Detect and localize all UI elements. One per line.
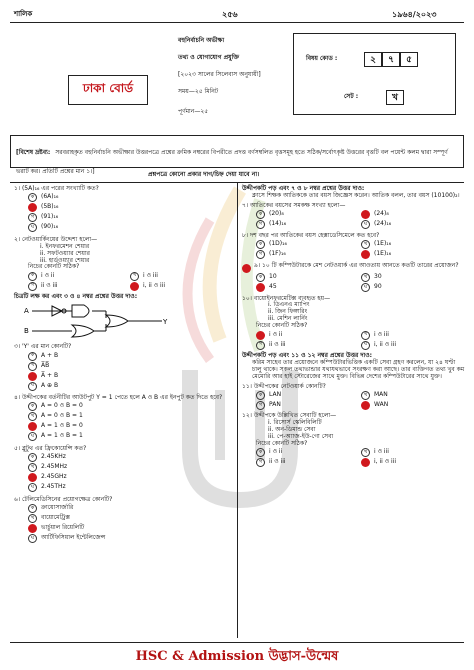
q12-option-d: i, ii ও iii [374, 458, 397, 466]
q1-option-d: (90)₁₆ [41, 223, 59, 231]
q8-option-c-key[interactable]: গ [256, 250, 265, 259]
q6-option-b-key[interactable]: খ [28, 514, 37, 523]
q10-option-d: i, ii ও iii [374, 340, 397, 348]
q7-option-d: (24)₁₆ [374, 220, 392, 228]
q11-option-d: WAN [374, 401, 389, 409]
q2-item-3: হার্ডওয়্যার শেয়ার [48, 256, 90, 264]
q9-option-a: 10 [269, 273, 277, 281]
q10-number: ১০। [242, 294, 252, 302]
q2-item-1: ইনফরমেশন শেয়ার [45, 242, 90, 250]
footer-divider [10, 642, 464, 643]
q11-option-b-key[interactable]: খ [361, 391, 370, 400]
q5-option-d-key[interactable]: ঘ [28, 483, 37, 492]
q11-option-b: MAN [374, 391, 388, 399]
q1-option-c-key[interactable]: গ [28, 213, 37, 222]
question-2 [14, 237, 232, 291]
q5-option-a: 2.45KHz [41, 453, 66, 461]
question-5 [14, 446, 232, 493]
q11-option-c: PAN [269, 401, 281, 409]
q12-item-3: পে-অ্যাজ-ইউ-গো সেবা [276, 433, 334, 441]
mcq-title: বহুনির্বাচনি অভীক্ষা [178, 37, 225, 44]
stimulus-text: চিত্রটি লক্ষ কর এবং ৩ ও ৪ নম্বর প্রশ্নের উত্তর দাও: [14, 293, 138, 301]
subject-name: তথ্য ও যোগাযোগ প্রযুক্তি [178, 54, 240, 61]
q2-option-c-key[interactable]: গ [28, 282, 37, 291]
q12-option-a: i ও ii [269, 448, 283, 456]
q3-answer-dot[interactable] [28, 372, 37, 381]
logic-circuit-diagram [22, 301, 172, 341]
q1-option-a: (6A)₁₆ [41, 193, 59, 201]
q8-number: ৮। [242, 231, 249, 239]
q2-option-c: ii ও iii [41, 281, 58, 289]
q3-option-d-key[interactable]: ঘ [28, 382, 37, 391]
q4-text: উদ্দীপকের বর্তনীটির আউটপুট Y = 1 পেতে হলে A ও B এর ইনপুট কত দিতে হবে? [21, 394, 223, 402]
code-digit-2: ৭ [382, 52, 400, 67]
q10-item-1-key: i. [268, 301, 272, 309]
q12-option-b-key[interactable]: খ [361, 448, 370, 457]
q12-option-a-key[interactable]: ক [256, 448, 265, 457]
q4-option-a-key[interactable]: ক [28, 402, 37, 411]
question-9 [242, 263, 466, 293]
q4-option-c: A = 1 ও B = 0 [41, 422, 83, 430]
syllabus-note: [২০২৩ সালের সিলেবাস অনুযায়ী] [178, 71, 261, 78]
q9-text: ১০ টি কম্পিউটারকে মেশ নেটওয়ার্ক এর আওতায় আনতে কতটি তারের প্রয়োজন? [261, 261, 459, 269]
question-11 [242, 384, 466, 411]
q12-item-2-key: ii. [268, 426, 274, 434]
question-3 [14, 344, 232, 391]
q10-item-2: জিন ফিঙ্গারিং [275, 308, 308, 316]
question-8 [242, 233, 466, 260]
q1-option-c: (91)₁₆ [41, 213, 59, 221]
q3-number: ৩। [14, 343, 21, 351]
q2-option-a: i ও ii [41, 271, 55, 279]
q9-number: ৯। [254, 261, 261, 269]
q4-option-a: A = 0 ও B = 0 [41, 402, 83, 410]
q4-option-b: A = 0 ও B = 1 [41, 412, 83, 420]
q12-item-1: রিসোর্স স্কেলিবিলিটি [273, 419, 322, 427]
q2-number: ২। [14, 235, 21, 243]
q2-item-2: সফটওয়্যার শেয়ার [47, 249, 90, 257]
q5-number: ৫। [14, 444, 21, 452]
column-divider [237, 182, 238, 638]
question-12 [242, 413, 466, 467]
warning-text: প্রশ্নপত্রে কোনো প্রকার দাগ/চিহ্ন দেয়া যাবে না। [148, 171, 260, 178]
instructions-label: [বিশেষ দ্রষ্টব্য: [16, 149, 51, 156]
q4-answer-dot[interactable] [28, 422, 37, 431]
q7-option-a-key[interactable]: ক [256, 210, 265, 219]
q6-option-c: ভার্চুয়াল রিয়েলিটি [41, 524, 85, 532]
q3-text: 'Y' এর মান কোনটি? [21, 343, 72, 351]
q7-number: ৭। [242, 201, 249, 209]
q6-answer-dot[interactable] [28, 524, 37, 533]
q2-item-2-key: ii. [40, 249, 46, 257]
q6-option-d: আর্টিফিসিয়াল ইন্টেলিজেন্স [41, 534, 106, 542]
q8-option-c: (1F)₁₆ [269, 250, 286, 258]
input-b-label: B [24, 327, 29, 336]
set-label: সেট : [344, 93, 359, 100]
board-box [68, 75, 148, 105]
q11-option-a: LAN [269, 391, 282, 399]
full-marks: পূর্ণমান—২৫ [178, 108, 209, 115]
q7-option-c: (14)₁₆ [269, 220, 287, 228]
q10-stem: নিচের কোনটি সঠিক? [256, 322, 308, 330]
q7-option-a: (20)₈ [269, 210, 284, 218]
stimulus-2-text: করিম সাহেব তার প্রয়োজনে কম্পিউটারভিত্তিক একটি সেবা গ্রহণ করলেন, যা ২৪ ঘণ্টা চালু থাকে। সকল তথ্যভান্ডার যথাযথভাবে সংরক্ষণ করা আছে। তার ব্যক্তিগত তথ্য খুব কম মেমোরি আর হাই স্টোরেজের সাথে মুক্ত। বিভিন্ন দেশের কম্পিউটারের সাথে যুক্ত। [252, 358, 465, 380]
subject-code-cells [364, 52, 418, 67]
q8-option-b: (1E)₁₆ [374, 240, 392, 248]
q10-option-a: i ও ii [269, 330, 283, 338]
stimulus-1-text: ক্লাসে শিক্ষক আতিককে তার বয়স জিজ্ঞেস করেন। আতিক বলল, তার বয়স (10100)₂। [252, 191, 460, 199]
footer-brand: HSC & Admission উদ্ভাস-উন্মেষ [135, 649, 339, 664]
instructions-text: সরবরাহকৃত বহুনির্বাচনি অভীক্ষার উত্তরপত্রে প্রশ্নের ক্রমিক নম্বরের বিপরীতে প্রদত্ত বর্ণসম্বলিত বৃত্তসমূহ হতে সঠিক/সর্বোৎকৃষ্ট উত্তরের বৃত্তটি বল পয়েন্ট কলম দ্বারা সম্পূর্ণ ভরাট কর। প্রতিটি প্রশ্নের মান ১।] [16, 149, 448, 175]
q8-option-b-key[interactable]: খ [361, 240, 370, 249]
q5-option-b: 2.45MHz [41, 463, 68, 471]
q4-option-d: A = 1 ও B = 1 [41, 432, 83, 440]
question-7 [242, 203, 466, 230]
q2-option-a-key[interactable]: ক [28, 272, 37, 281]
q10-item-1: ডিএনএ ম্যাপিং [273, 301, 310, 309]
q12-answer-dot[interactable] [361, 458, 370, 467]
q7-answer-dot[interactable] [361, 210, 370, 219]
q10-item-3-key: iii. [268, 315, 275, 323]
q5-option-a-key[interactable]: ক [28, 453, 37, 462]
q12-option-c-key[interactable]: গ [256, 458, 265, 467]
q6-option-a-key[interactable]: ক [28, 504, 37, 513]
q6-option-d-key[interactable]: ঘ [28, 534, 37, 543]
q12-text: উদ্দীপকে উল্লিখিত সেবাটি হলো— [253, 412, 337, 420]
q8-answer-dot[interactable] [361, 250, 370, 259]
header-center-label: ২৫৬ [222, 10, 238, 19]
q10-text: বায়োইনফরমেটিক্স ব্যবহৃত হয়— [253, 294, 331, 302]
q10-option-c-key[interactable]: গ [256, 341, 265, 350]
q9-option-c: 45 [269, 283, 277, 291]
q10-item-2-key: ii. [268, 308, 274, 316]
code-set-box [293, 33, 456, 115]
q3-option-a-key[interactable]: ক [28, 352, 37, 361]
q3-option-a: A + B [41, 351, 59, 359]
q9-option-b-key[interactable]: খ [361, 273, 370, 282]
q4-option-b-key[interactable]: খ [28, 412, 37, 421]
question-6 [14, 497, 232, 544]
q1-option-d-key[interactable]: ঘ [28, 223, 37, 232]
q3-option-c: A̅ + B [41, 371, 59, 379]
q7-option-d-key[interactable]: ঘ [361, 220, 370, 229]
q1-option-b: (5B)₁₆ [41, 203, 59, 211]
q9-option-b: 30 [374, 273, 382, 281]
q7-text: আতিকের বয়সের সমকক্ষ সংখ্যা হলো— [249, 201, 346, 209]
subject-code-label: বিষয় কোড : [306, 55, 338, 62]
q1-text: (5A)₁₆ এর পরের সংখ্যাটি কত? [21, 185, 99, 192]
set-value: খ [386, 90, 404, 105]
q12-item-3-key: iii. [268, 433, 275, 441]
q12-option-c: ii ও iii [269, 458, 286, 466]
q6-number: ৬। [14, 495, 21, 503]
q6-option-a: ক্রায়োসার্জারি [41, 504, 74, 512]
exam-time: সময়—২৫ মিনিট [178, 88, 219, 95]
output-y-label: Y [163, 318, 168, 327]
header-divider [10, 22, 464, 23]
q2-option-b: i ও iii [143, 271, 158, 279]
q10-option-c: ii ও iii [269, 340, 286, 348]
right-column [242, 186, 466, 468]
q12-item-1-key: i. [268, 419, 272, 427]
q11-answer-dot[interactable] [361, 401, 370, 410]
q2-option-b-key[interactable]: খ [130, 272, 139, 281]
q3-option-b-key[interactable]: খ [28, 362, 37, 371]
q1-answer-dot[interactable] [28, 203, 37, 212]
q12-stem: নিচের কোনটি সঠিক? [256, 440, 308, 448]
question-10 [242, 296, 466, 350]
input-a-label: A [24, 307, 29, 316]
stimulus-2-header: উদ্দীপকটি পড় এবং ১১ ও ১২ নম্বর প্রশ্নের উত্তর দাও: [242, 352, 373, 360]
q10-item-3: মেশিন লার্নিং [276, 315, 308, 323]
stimulus-1-header: উদ্দীপকটি পড় এবং ৭ ও ৮ নম্বর প্রশ্নের উত্তর দাও: [242, 185, 365, 192]
board-name: ঢাকা বোর্ড [82, 81, 134, 95]
q9-option-d-key[interactable]: ঘ [361, 283, 370, 292]
q9-answer-dot[interactable] [256, 283, 265, 292]
q5-answer-dot[interactable] [28, 473, 37, 482]
q2-stem: নিচের কোনটি সঠিক? [28, 263, 80, 271]
q11-text: উদ্দীপকের নেটওয়ার্ক কোনটি? [253, 382, 326, 390]
q2-answer-dot[interactable] [130, 282, 139, 291]
q7-option-b: (24)₈ [374, 210, 389, 218]
header-left-label: শালিক [14, 10, 33, 18]
q2-option-d: i, ii ও iii [143, 281, 166, 289]
q12-item-2: অন-ডিমান্ড সেবা [275, 426, 316, 434]
q5-option-c: 2.45GHz [41, 473, 67, 481]
q7-option-c-key[interactable]: গ [256, 220, 265, 229]
question-1 [14, 186, 232, 233]
q8-option-a-key[interactable]: ক [256, 240, 265, 249]
q3-option-d: A ⊕ B [41, 381, 59, 389]
q4-option-d-key[interactable]: ঘ [28, 432, 37, 441]
q10-option-b-key[interactable]: খ [361, 331, 370, 340]
q10-option-b: i ও iii [374, 330, 389, 338]
q4-number: ৪। [14, 394, 21, 402]
q9-option-d: 90 [374, 283, 382, 291]
q5-option-b-key[interactable]: খ [28, 463, 37, 472]
q5-option-d: 2.45THz [41, 483, 66, 491]
left-column [14, 186, 232, 544]
q10-answer-dot[interactable] [256, 331, 265, 340]
q1-number: ১। [14, 185, 21, 192]
q12-number: ১২। [242, 412, 252, 420]
q1-option-a-key[interactable]: ক [28, 193, 37, 202]
q10-option-d-key[interactable]: ঘ [361, 341, 370, 350]
q2-item-1-key: i. [40, 242, 44, 250]
q5-text: ব্লুটুথ এর ফ্রিকোয়েন্সি কত? [21, 444, 87, 452]
q11-number: ১১। [242, 382, 252, 390]
q3-option-b: A̅B̅ [41, 361, 50, 369]
q12-option-b: i ও iii [374, 448, 389, 456]
q8-option-d: (1E)₁₆ [374, 250, 392, 258]
q2-text: নেটওয়ার্কিংয়ের উদ্দেশ্য হলো— [21, 235, 98, 243]
q2-item-3-key: iii. [40, 256, 47, 264]
q6-text: টেলিমেডিসিনের প্রয়োগক্ষেত্র কোনটি? [21, 495, 113, 503]
q11-option-a-key[interactable]: ক [256, 391, 265, 400]
q8-option-a: (1D)₁₆ [269, 240, 287, 248]
question-4 [14, 395, 232, 442]
code-digit-3: ৫ [400, 52, 418, 67]
q9-option-a-key[interactable]: ক [256, 273, 265, 282]
header-right-label: ১৯৬৪/২০২৩ [392, 10, 437, 19]
q6-option-b: বায়োমেট্রিক্স [41, 514, 70, 522]
code-digit-1: ২ [364, 52, 382, 67]
q9-marker-dot [242, 264, 251, 273]
q8-text: দশ বছর পর আতিকের বয়স হেক্সাডেসিমেলে কত হবে? [249, 231, 380, 239]
q11-option-c-key[interactable]: গ [256, 401, 265, 410]
